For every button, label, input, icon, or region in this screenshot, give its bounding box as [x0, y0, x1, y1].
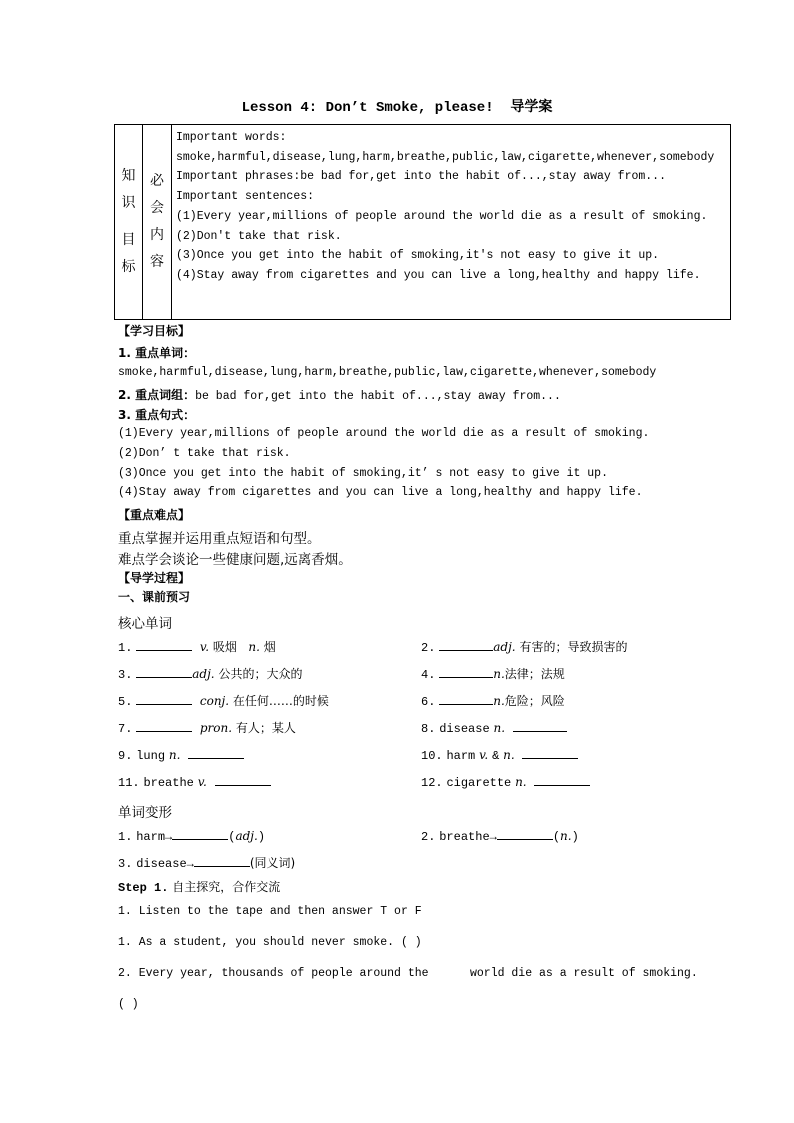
goals-line: Important phrases:be bad for,get into the habit of...,stay away from...: [176, 170, 666, 184]
word-forms-title: 单词变形: [118, 805, 172, 821]
difficulty-line: 难点学会谈论一些健康问题,远离香烟。: [118, 552, 352, 568]
word-form-2: 2. breathe→ (n.): [421, 829, 579, 844]
objective-sentence: (4)Stay away from cigarettes and you can live a long,healthy and happy life.: [118, 486, 643, 499]
objective-phrases: 2. 重点词组：be bad for,get into the habit of...,stay away from...: [118, 388, 561, 403]
question-2: 2. Every year, thousands of people around the world die as a result of smoking.: [118, 967, 698, 980]
objective-sentence: (3)Once you get into the habit of smoking,it’ s not easy to give it up.: [118, 467, 608, 480]
goals-line: smoke,harmful,disease,lung,harm,breathe,public,law,cigarette,whenever,somebody: [176, 150, 715, 164]
vocab-item-7: 7. pron. 有人；某人: [118, 721, 296, 736]
objective-sentence: (2)Don’ t take that risk.: [118, 447, 291, 460]
answer-blank[interactable]: [188, 746, 244, 759]
goals-line: (2)Don't take that risk.: [176, 229, 342, 243]
vocab-item-11: 11. breathe v.: [118, 773, 271, 790]
goals-line: (3)Once you get into the habit of smoking,it's not easy to give it up.: [176, 249, 660, 263]
question-1: 1. As a student, you should never smoke. ( ): [118, 936, 422, 949]
question-2-answer[interactable]: ( ): [118, 998, 139, 1011]
answer-blank[interactable]: [439, 692, 493, 705]
vocab-item-9: 9. lung n.: [118, 746, 244, 763]
vocab-item-12: 12. cigarette n.: [421, 773, 590, 790]
vocab-item-10: 10. harm v. & n.: [421, 746, 578, 763]
answer-blank[interactable]: [522, 746, 578, 759]
answer-blank[interactable]: [215, 773, 271, 786]
answer-blank[interactable]: [136, 665, 192, 678]
difficulties-header: 【重点难点】: [118, 508, 191, 522]
answer-blank[interactable]: [172, 827, 228, 840]
goals-table: [114, 124, 731, 320]
goals-line: Important words:: [176, 131, 287, 144]
vocab-item-4: 4. n.法律；法规: [421, 667, 565, 682]
goals-line: Important sentences:: [176, 190, 315, 204]
core-words-title: 核心单词: [118, 616, 172, 632]
answer-blank[interactable]: [439, 638, 493, 651]
answer-blank[interactable]: [497, 827, 553, 840]
answer-blank[interactable]: [534, 773, 590, 786]
vocab-item-6: 6. n.危险；风险: [421, 694, 565, 709]
vocab-item-1: 1. v. 吸烟 n. 烟: [118, 640, 276, 655]
answer-blank[interactable]: [194, 854, 250, 867]
goals-line: (4)Stay away from cigarettes and you can live a long,healthy and happy life.: [176, 268, 701, 282]
listen-instruction: 1. Listen to the tape and then answer T or F: [118, 905, 422, 918]
answer-blank[interactable]: [136, 719, 192, 732]
goals-content: [172, 125, 731, 320]
answer-blank[interactable]: [513, 719, 567, 732]
objective-words: smoke,harmful,disease,lung,harm,breathe,public,law,cigarette,whenever,somebody: [118, 366, 657, 379]
answer-blank[interactable]: [136, 638, 192, 651]
key-point-line: 重点掌握并运用重点短语和句型。: [118, 531, 321, 547]
vocab-item-8: 8. disease n.: [421, 719, 567, 736]
answer-blank[interactable]: [136, 692, 192, 705]
goals-line: (1)Every year,millions of people around the world die as a result of smoking.: [176, 209, 708, 223]
objective-words-label: 1. 重点单词：: [118, 346, 196, 360]
process-header: 【导学过程】: [118, 571, 191, 585]
objective-sentences-label: 3. 重点句式：: [118, 408, 196, 422]
vocab-item-2: 2. adj. 有害的；导致损害的: [421, 640, 628, 655]
knowledge-goals-label: 知 识 目 标: [115, 125, 143, 320]
must-know-content-label: 必 会 内 容: [143, 125, 172, 320]
objectives-header: 【学习目标】: [118, 324, 191, 338]
answer-blank[interactable]: [439, 665, 493, 678]
preview-section-title: 一、课前预习: [118, 590, 191, 604]
objective-sentence: (1)Every year,millions of people around the world die as a result of smoking.: [118, 427, 650, 440]
word-form-3: 3. disease→ (同义词): [118, 856, 296, 871]
vocab-item-3: 3. adj. 公共的；大众的: [118, 667, 303, 682]
vocab-item-5: 5. conj. 在任何……的时候: [118, 694, 329, 709]
page-title: Lesson 4: Don’t Smoke, please! 导学案: [241, 99, 553, 116]
word-form-1: 1. harm→ (adj.): [118, 829, 266, 844]
step1-heading: Step 1. 自主探究，合作交流: [118, 880, 281, 895]
